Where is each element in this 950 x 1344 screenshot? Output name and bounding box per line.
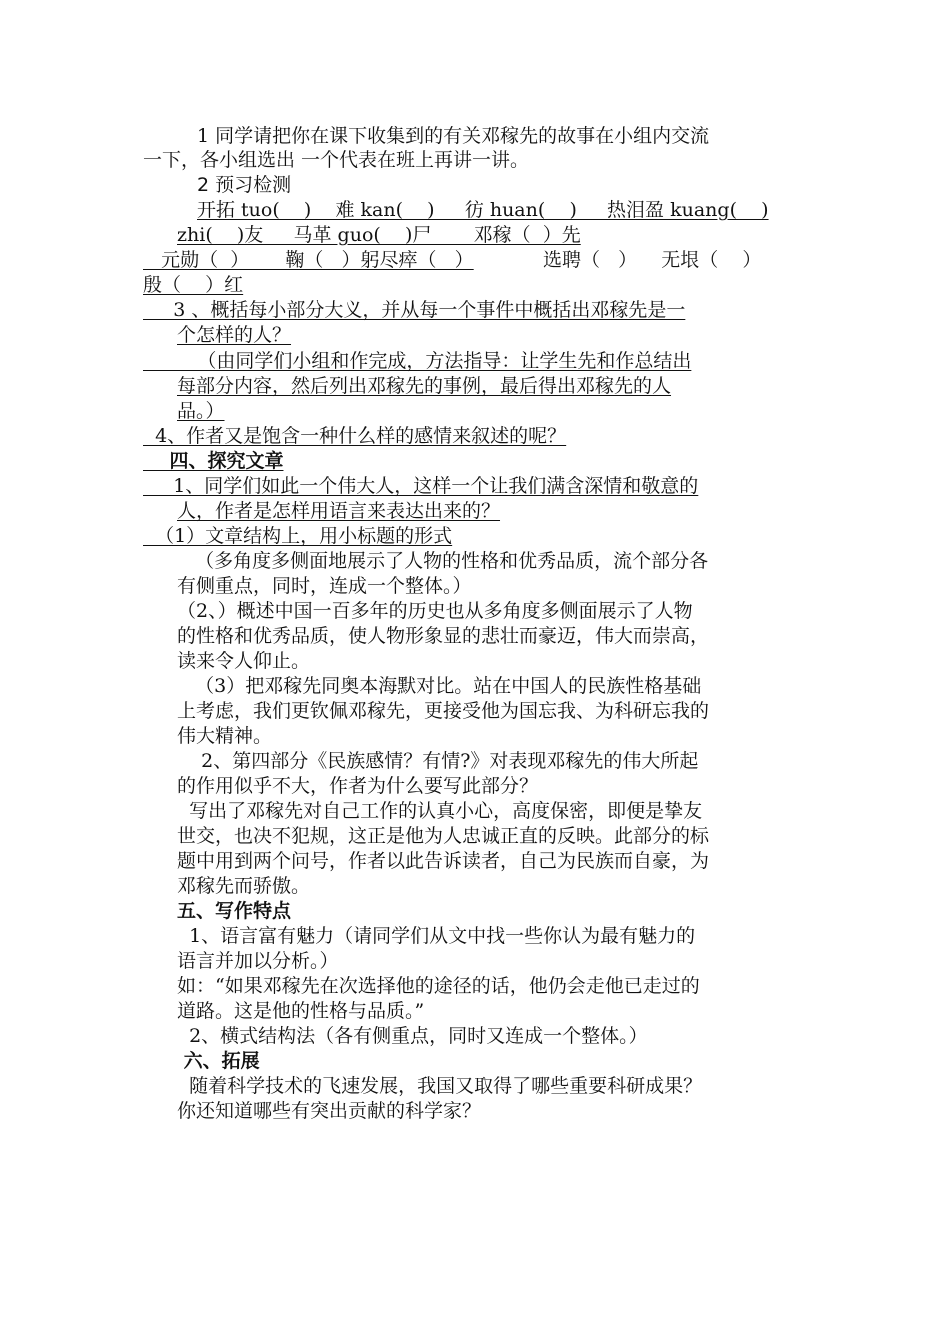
q3-note-line2: 每部分内容，然后列出邓稼先的事例，最后得出邓稼先的人	[177, 375, 672, 397]
s4-point3-line3: 伟大精神。	[177, 725, 273, 747]
s5-example-line2: 道路。这是他的性格与品质。”	[177, 1000, 425, 1022]
s6-line2: 你还知道哪些有突出贡献的科学家？	[177, 1100, 482, 1122]
s5-item1-line1: 1、语言富有魅力（请同学们从文中找一些你认为最有魅力的	[177, 925, 696, 947]
section-2-heading: 2 预习检测	[197, 174, 292, 196]
section-6-heading: 六、拓展	[177, 1050, 260, 1072]
s4-q1-line2: 人，作者是怎样用语言来表达出来的？	[177, 500, 501, 522]
s4-point3-line2: 上考虑，我们更钦佩邓稼先，更接受他为国忘我、为科研忘我的	[177, 700, 710, 722]
q4-line: 4、作者又是饱含一种什么样的感情来叙述的呢？	[143, 425, 567, 447]
vocab-line3a: 元勋（ ） 鞠（ ）躬尽瘁（ ）	[143, 249, 474, 271]
vocab-line4: 殷（ ）红	[143, 274, 244, 296]
s5-item1-line2: 语言并加以分析。）	[177, 950, 339, 972]
s4-point2-line1: （2、）概述中国一百多年的历史也从多角度多侧面展示了人物	[177, 600, 693, 622]
s4-q1-line1: 1、同学们如此一个伟大人，这样一个让我们满含深情和敬意的	[143, 475, 699, 497]
section-4-heading: 四、探究文章	[143, 450, 284, 472]
s4-point1-note2: 有侧重点，同时，连成一个整体。）	[177, 575, 472, 597]
q3-line1: 3 、概括每小部分大义，并从每一个事件中概括出邓稼先是一	[143, 299, 686, 321]
s4-q2-line2: 的作用似乎不大，作者为什么要写此部分？	[177, 775, 539, 797]
vocab-line2: zhi( )友 马革 guo( )尸 邓稼（ ）先	[177, 224, 581, 246]
vocab-line3b: 选聘（ ） 无垠（ ）	[543, 249, 762, 271]
q3-line2: 个怎样的人？	[177, 324, 292, 346]
s4-point1: （1）文章结构上，用小标题的形式	[143, 525, 453, 547]
section-5-heading: 五、写作特点	[177, 900, 292, 922]
s4-ans-line2: 世交，也决不犯规，这正是他为人忠诚正直的反映。此部分的标	[177, 825, 710, 847]
s4-q2-line1: 2、第四部分《民族感情？有情?》对表现邓稼先的伟大所起	[177, 750, 699, 772]
s5-example-line1: 如：“如果邓稼先在次选择他的途径的话，他仍会走他已走过的	[177, 975, 700, 997]
s5-item2: 2、横式结构法（各有侧重点，同时又连成一个整体。）	[177, 1025, 648, 1047]
s4-point3-line1: （3）把邓稼先同奥本海默对比。站在中国人的民族性格基础	[177, 675, 702, 697]
p1-line2: 一下，各小组选出 一个代表在班上再讲一讲。	[143, 149, 530, 171]
s4-point1-note1: （多角度多侧面地展示了人物的性格和优秀品质，流个部分各	[177, 550, 709, 572]
q3-note-line1: （由同学们小组和作完成，方法指导：让学生先和作总结出	[143, 350, 692, 372]
vocab-line1: 开拓 tuo( ) 难 kan( ) 彷 huan( ) 热泪盈 kuang( )	[197, 199, 769, 221]
s6-line1: 随着科学技术的飞速发展，我国又取得了哪些重要科研成果？	[177, 1075, 703, 1097]
s4-point2-line2: 的性格和优秀品质，使人物形象显的悲壮而豪迈，伟大而崇高，	[177, 625, 710, 647]
s4-point2-line3: 读来令人仰止。	[177, 650, 311, 672]
s4-ans-line3: 题中用到两个问号，作者以此告诉读者，自己为民族而自豪，为	[177, 850, 710, 872]
q3-note-line3: 品。）	[177, 400, 225, 422]
p1-line1: 1 同学请把你在课下收集到的有关邓稼先的故事在小组内交流	[197, 125, 710, 147]
s4-ans-line4: 邓稼先而骄傲。	[177, 875, 311, 897]
s4-ans-line1: 写出了邓稼先对自己工作的认真小心，高度保密，即便是挚友	[177, 800, 703, 822]
